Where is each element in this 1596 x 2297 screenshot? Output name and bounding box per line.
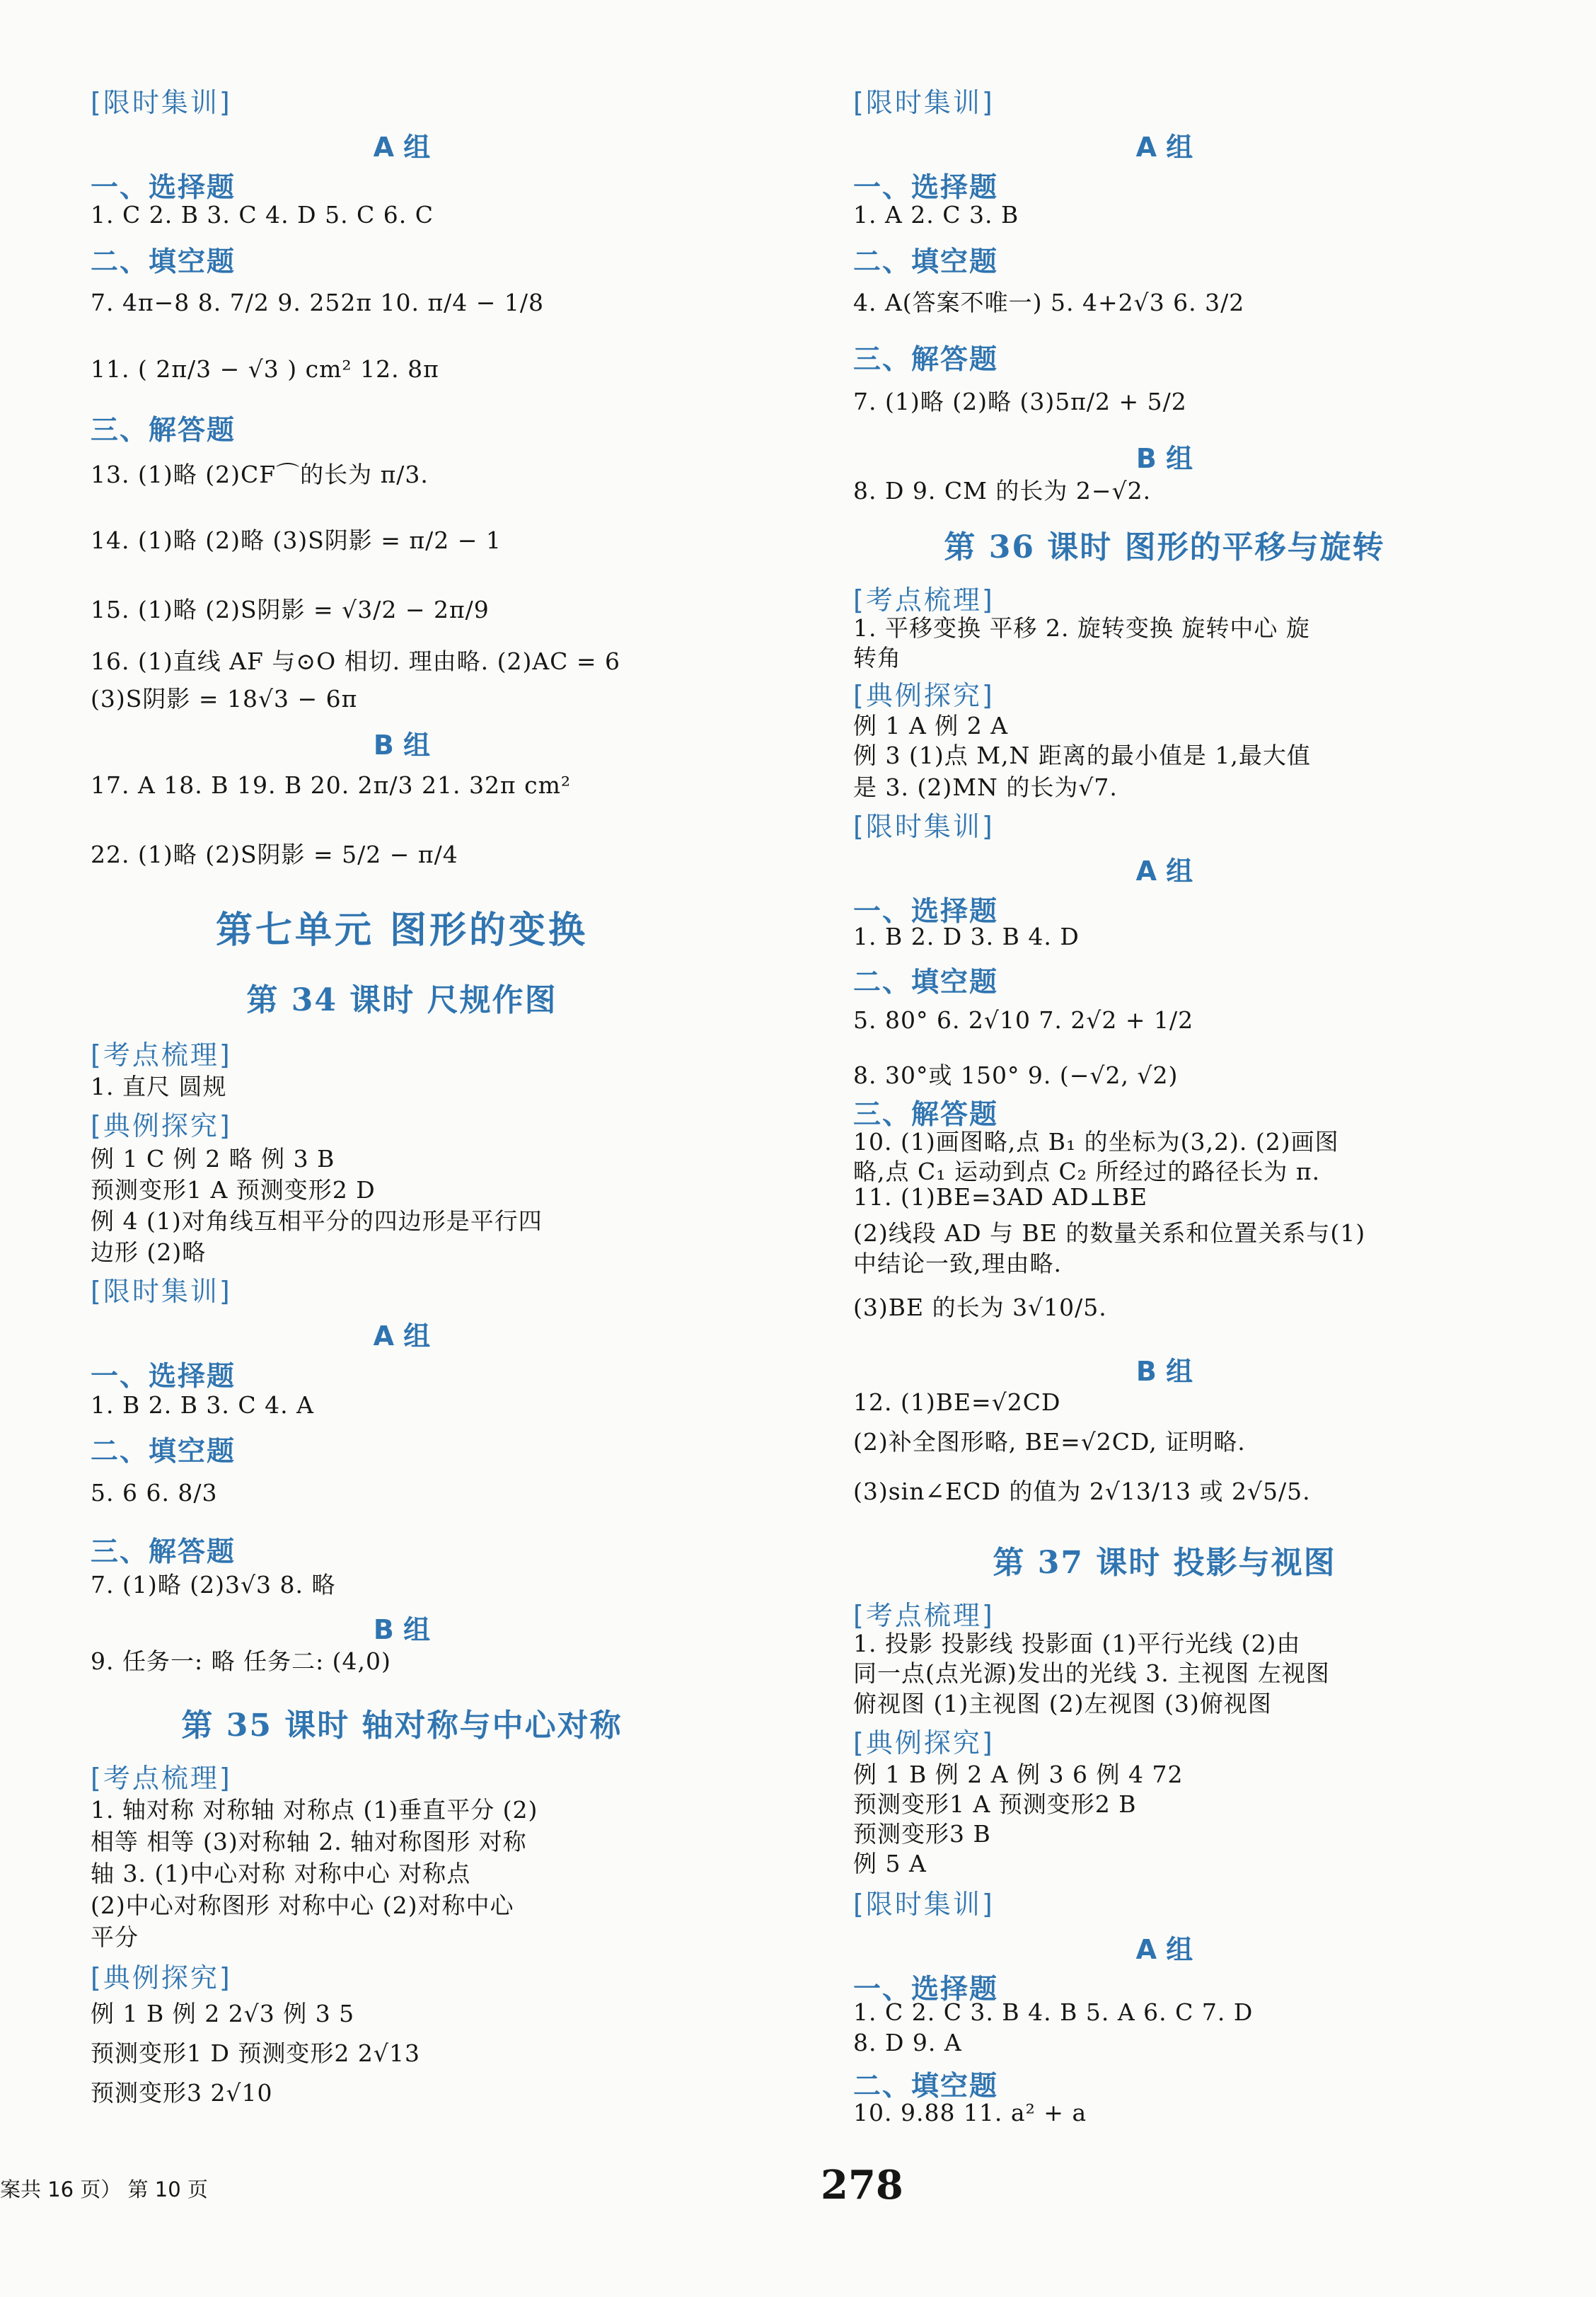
bkt-heading: [典例探究] xyxy=(91,1110,232,1141)
answer-line: 1. B 2. B 3. C 4. A xyxy=(91,1391,314,1419)
answer-line: 1. C 2. C 3. B 4. B 5. A 6. C 7. D xyxy=(853,1998,1254,2026)
answer-line: 8. D 9. A xyxy=(853,2029,962,2056)
answer-line: 转角 xyxy=(853,644,901,672)
answer-line: (3)sin∠ECD 的值为 2√13/13 或 2√5/5. xyxy=(853,1478,1311,1505)
answer-line: 17. A 18. B 19. B 20. 2π/3 21. 32π cm² xyxy=(91,771,572,799)
sec-heading: 一、选择题 xyxy=(853,172,999,204)
answer-line: 例 1 A 例 2 A xyxy=(853,712,1009,739)
grp-heading: A 组 xyxy=(1135,1934,1193,1965)
bkt-heading: [考点梳理] xyxy=(91,1763,232,1794)
answer-line: 相等 相等 (3)对称轴 2. 轴对称图形 对称 xyxy=(91,1828,527,1855)
answer-line: 5. 6 6. 8/3 xyxy=(91,1479,218,1507)
page-footer: 案共 16 页） 第 10 页 xyxy=(0,2177,208,2201)
answer-line: 10. 9.88 11. a² + a xyxy=(853,2099,1087,2126)
sec-heading: 一、选择题 xyxy=(853,896,999,928)
lesson-heading: 第 34 课时 尺规作图 xyxy=(246,982,557,1018)
bkt-heading: [限时集训] xyxy=(853,87,995,118)
answer-line: 5. 80° 6. 2√10 7. 2√2 + 1/2 xyxy=(853,1006,1194,1034)
grp-heading: A 组 xyxy=(373,1320,431,1352)
sec-heading: 一、选择题 xyxy=(91,1361,236,1393)
answer-line: 1. 轴对称 对称轴 对称点 (1)垂直平分 (2) xyxy=(91,1796,538,1824)
grp-heading: B 组 xyxy=(373,730,431,761)
answer-line: 例 5 A xyxy=(853,1850,927,1877)
answer-line: 7. (1)略 (2)略 (3)5π/2 + 5/2 xyxy=(853,388,1187,415)
answer-line: (2)中心对称图形 对称中心 (2)对称中心 xyxy=(91,1892,514,1919)
sec-heading: 一、选择题 xyxy=(853,1974,999,2005)
answer-line: 15. (1)略 (2)S阴影 = √3/2 − 2π/9 xyxy=(91,596,490,623)
grp-heading: B 组 xyxy=(1135,1356,1193,1387)
answer-line: 平分 xyxy=(91,1923,139,1951)
answer-line: 22. (1)略 (2)S阴影 = 5/2 − π/4 xyxy=(91,841,458,868)
answer-line: 8. D 9. CM 的长为 2−√2. xyxy=(853,477,1152,505)
answer-line: 11. ( 2π/3 − √3 ) cm² 12. 8π xyxy=(91,355,439,383)
bkt-heading: [考点梳理] xyxy=(853,585,995,616)
lesson-heading: 第 36 课时 图形的平移与旋转 xyxy=(944,529,1385,565)
answer-line: 9. 任务一: 略 任务二: (4,0) xyxy=(91,1647,391,1675)
answer-line: 预测变形1 A 预测变形2 B xyxy=(853,1790,1137,1818)
grp-heading: A 组 xyxy=(373,132,431,163)
answer-line: 7. 4π−8 8. 7/2 9. 252π 10. π/4 − 1/8 xyxy=(91,289,545,316)
answer-line: 俯视图 (1)主视图 (2)左视图 (3)俯视图 xyxy=(853,1690,1272,1717)
lesson-heading: 第 37 课时 投影与视图 xyxy=(993,1545,1336,1581)
answer-line: 1. 投影 投影线 投影面 (1)平行光线 (2)由 xyxy=(853,1630,1301,1657)
bkt-heading: [限时集训] xyxy=(853,811,995,842)
grp-heading: A 组 xyxy=(1135,856,1193,887)
answer-line: 10. (1)画图略,点 B₁ 的坐标为(3,2). (2)画图 xyxy=(853,1128,1339,1156)
answer-line: (2)补全图形略, BE=√2CD, 证明略. xyxy=(853,1428,1246,1456)
answer-line: 16. (1)直线 AF 与⊙O 相切. 理由略. (2)AC = 6 xyxy=(91,647,621,675)
bkt-heading: [限时集训] xyxy=(853,1889,995,1920)
answer-line: 是 3. (2)MN 的长为√7. xyxy=(853,773,1118,801)
answer-line: 中结论一致,理由略. xyxy=(853,1250,1062,1277)
answer-line: 预测变形1 A 预测变形2 D xyxy=(91,1176,376,1204)
bkt-heading: [考点梳理] xyxy=(91,1040,232,1071)
sec-heading: 三、解答题 xyxy=(853,1099,999,1131)
answer-line: 11. (1)BE=3AD AD⊥BE xyxy=(853,1183,1148,1211)
lesson-heading: 第 35 课时 轴对称与中心对称 xyxy=(181,1708,623,1744)
bkt-heading: [考点梳理] xyxy=(853,1600,995,1631)
answer-line: 7. (1)略 (2)3√3 8. 略 xyxy=(91,1571,336,1599)
answer-line: 4. A(答案不唯一) 5. 4+2√3 6. 3/2 xyxy=(853,289,1245,316)
sec-heading: 三、解答题 xyxy=(853,344,999,376)
answer-line: 1. 直尺 圆规 xyxy=(91,1073,227,1100)
answer-line: 例 3 (1)点 M,N 距离的最小值是 1,最大值 xyxy=(853,742,1311,769)
answer-line: 例 1 B 例 2 A 例 3 6 例 4 72 xyxy=(853,1761,1184,1788)
sec-heading: 二、填空题 xyxy=(853,967,999,998)
answer-line: 轴 3. (1)中心对称 对称中心 对称点 xyxy=(91,1860,471,1887)
bkt-heading: [典例探究] xyxy=(91,1962,232,1993)
bkt-heading: [限时集训] xyxy=(91,87,232,118)
sec-heading: 二、填空题 xyxy=(853,246,999,278)
answer-line: 13. (1)略 (2)CF⌒的长为 π/3. xyxy=(91,461,429,488)
sec-heading: 三、解答题 xyxy=(91,415,236,447)
answer-line: 预测变形1 D 预测变形2 2√13 xyxy=(91,2039,420,2067)
sec-heading: 二、填空题 xyxy=(91,1436,236,1468)
answer-line: 14. (1)略 (2)略 (3)S阴影 = π/2 − 1 xyxy=(91,526,502,554)
answer-line: 例 1 B 例 2 2√3 例 3 5 xyxy=(91,2000,355,2027)
sec-heading: 二、填空题 xyxy=(853,2071,999,2102)
answer-line: 同一点(点光源)发出的光线 3. 主视图 左视图 xyxy=(853,1659,1330,1687)
answer-line: (3)BE 的长为 3√10/5. xyxy=(853,1294,1107,1321)
sec-heading: 一、选择题 xyxy=(91,172,236,204)
sec-heading: 二、填空题 xyxy=(91,246,236,278)
grp-heading: B 组 xyxy=(1135,443,1193,474)
answer-line: 12. (1)BE=√2CD xyxy=(853,1388,1061,1416)
answer-line: 1. A 2. C 3. B xyxy=(853,201,1019,229)
answer-line: 预测变形3 B xyxy=(853,1820,991,1848)
answer-line: (3)S阴影 = 18√3 − 6π xyxy=(91,685,358,713)
answer-line: 例 4 (1)对角线互相平分的四边形是平行四 xyxy=(91,1207,543,1235)
answer-line: 8. 30°或 150° 9. (−√2, √2) xyxy=(853,1061,1179,1089)
bkt-heading: [典例探究] xyxy=(853,1727,995,1758)
grp-heading: A 组 xyxy=(1135,132,1193,163)
answer-line: 1. C 2. B 3. C 4. D 5. C 6. C xyxy=(91,201,434,229)
bkt-heading: [限时集训] xyxy=(91,1276,232,1307)
answer-line: 预测变形3 2√10 xyxy=(91,2079,273,2107)
bkt-heading: [典例探究] xyxy=(853,680,995,711)
answer-line: 例 1 C 例 2 略 例 3 B xyxy=(91,1145,335,1173)
answer-line: 1. B 2. D 3. B 4. D xyxy=(853,923,1080,950)
answer-line: 边形 (2)略 xyxy=(91,1238,207,1266)
page-number: 278 xyxy=(821,2162,903,2209)
answer-line: 略,点 C₁ 运动到点 C₂ 所经过的路径长为 π. xyxy=(853,1158,1321,1185)
unit-heading: 第七单元 图形的变换 xyxy=(215,909,589,952)
answer-line: 1. 平移变换 平移 2. 旋转变换 旋转中心 旋 xyxy=(853,614,1310,642)
grp-heading: B 组 xyxy=(373,1614,431,1645)
answer-line: (2)线段 AD 与 BE 的数量关系和位置关系与(1) xyxy=(853,1219,1366,1247)
sec-heading: 三、解答题 xyxy=(91,1536,236,1568)
